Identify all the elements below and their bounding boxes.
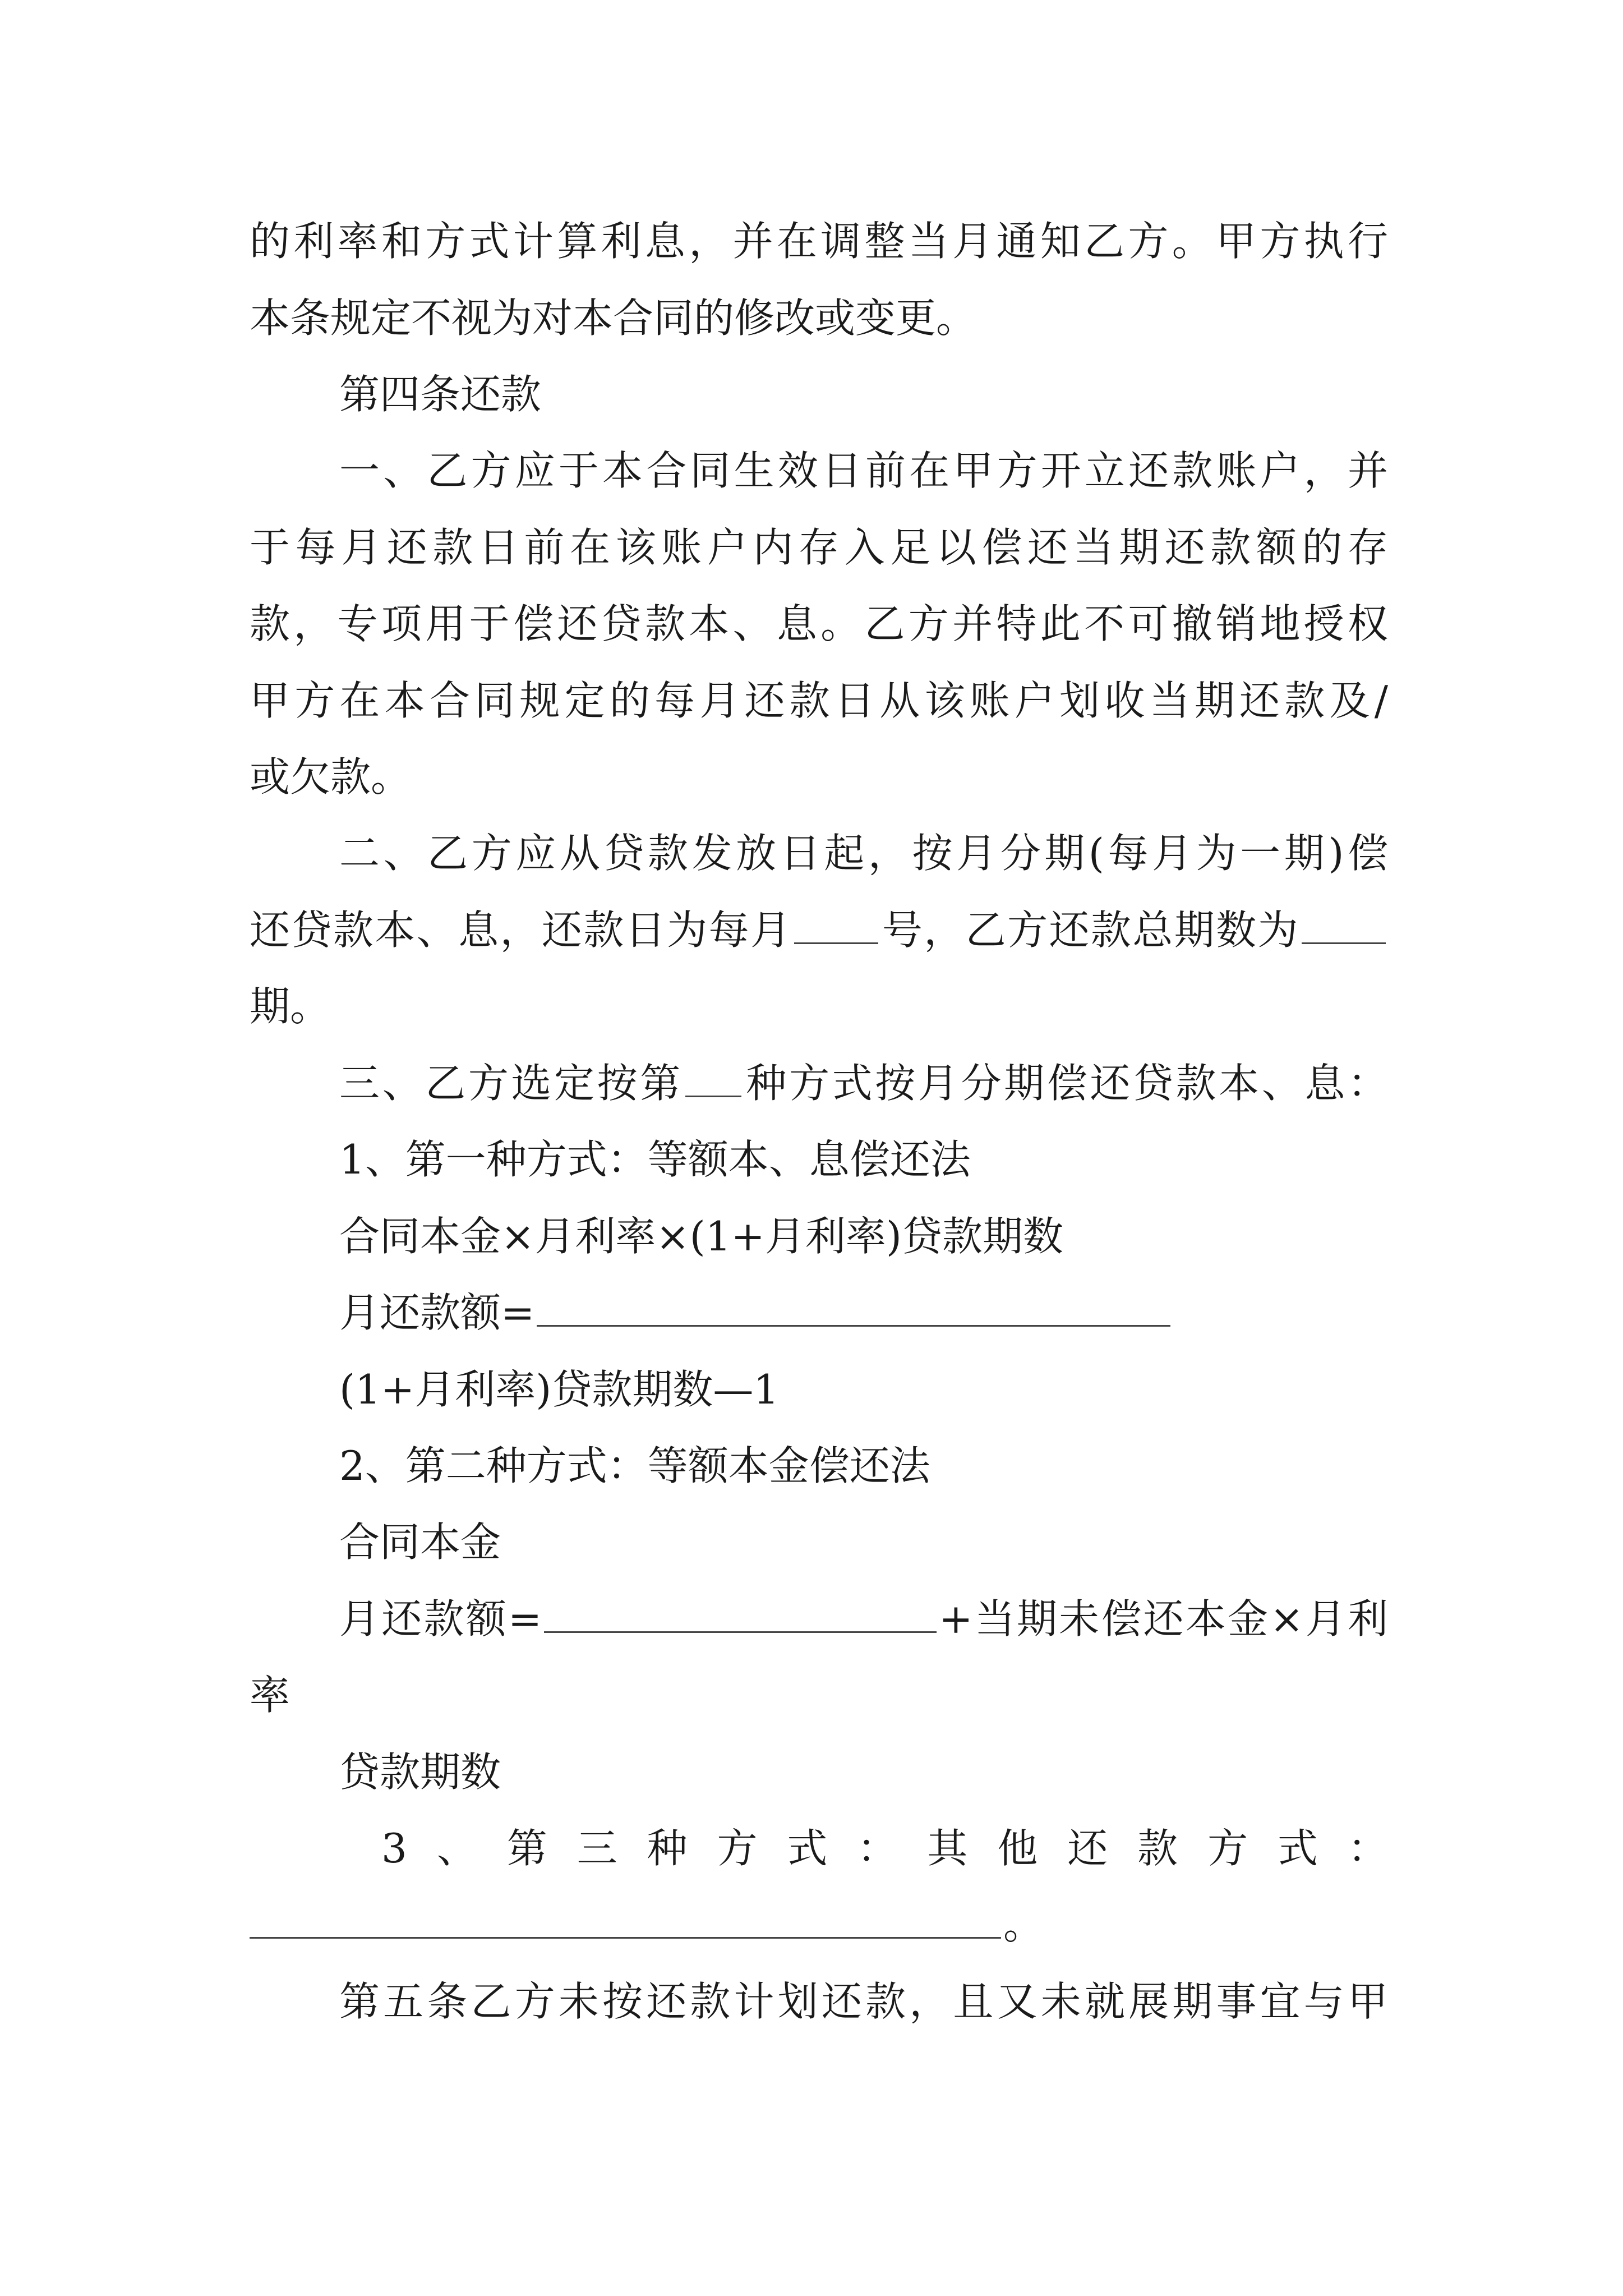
formula-label: 月还款额= (339, 1595, 542, 1642)
formula-numerator: 合同本金×月利率×(1+月利率)贷款期数 (339, 1213, 1063, 1260)
text-segment: 种方式按月分期偿还贷款本、息： (743, 1060, 1388, 1107)
method-title: 2、第二种方式：等额本金偿还法 (339, 1442, 930, 1489)
paragraph-line: 本条规定不视为对本合同的修改或变更。 (250, 295, 977, 342)
paragraph-line: 于每月还款日前在该账户内存入足以偿还当期还款额的存 (250, 524, 1388, 571)
paragraph-line (250, 899, 1388, 961)
fill-in-blank-periods (1302, 907, 1386, 944)
paragraph-line: 第五条乙方未按还款计划还款，且又未就展期事宜与甲 (339, 1978, 1388, 2025)
text-segment: 三、乙方选定按第 (339, 1060, 683, 1107)
paragraph-line: 期。 (250, 983, 331, 1030)
paragraph-line: 或欠款。 (250, 753, 412, 800)
fraction-bar (537, 1289, 1170, 1327)
formula-line (339, 1588, 1388, 1650)
paragraph-line: 的利率和方式计算利息，并在调整当月通知乙方。甲方执行 (250, 218, 1388, 265)
method-title: 1、第一种方式：等额本、息偿还法 (339, 1136, 971, 1183)
paragraph-line: 款，专项用于偿还贷款本、息。乙方并特此不可撤销地授权 (250, 600, 1388, 647)
paragraph-line (339, 1052, 1388, 1114)
formula-denominator: (1+月利率)贷款期数—1 (339, 1366, 780, 1413)
method-title: 3、第三种方式：其他还款方式： (381, 1825, 1388, 1872)
fraction-bar (544, 1595, 937, 1633)
text-segment: 号，乙方还款总期数为 (880, 907, 1299, 954)
fill-in-blank-day (794, 907, 878, 944)
fill-in-blank-method (685, 1060, 741, 1097)
paragraph-line: 二、乙方应从贷款发放日起，按月分期(每月为一期)偿 (339, 830, 1388, 877)
formula-denominator: 贷款期数 (339, 1749, 501, 1796)
text-segment: 。 (1003, 1901, 1044, 1948)
paragraph-line (250, 1894, 1388, 1955)
formula-numerator: 合同本金 (339, 1519, 501, 1566)
paragraph-line: 率 (250, 1672, 291, 1719)
formula-line (339, 1282, 1388, 1343)
text-segment: 还贷款本、息，还款日为每月 (250, 907, 792, 954)
text-segment: +当期未偿还本金×月利 (939, 1595, 1388, 1642)
paragraph-line: 一、乙方应于本合同生效日前在甲方开立还款账户，并 (339, 447, 1388, 494)
fill-in-blank-other-method (250, 1901, 1001, 1939)
paragraph-line: 甲方在本合同规定的每月还款日从该账户划收当期还款及/ (250, 677, 1388, 724)
formula-label: 月还款额= (339, 1289, 535, 1336)
article-heading: 第四条还款 (339, 371, 542, 418)
